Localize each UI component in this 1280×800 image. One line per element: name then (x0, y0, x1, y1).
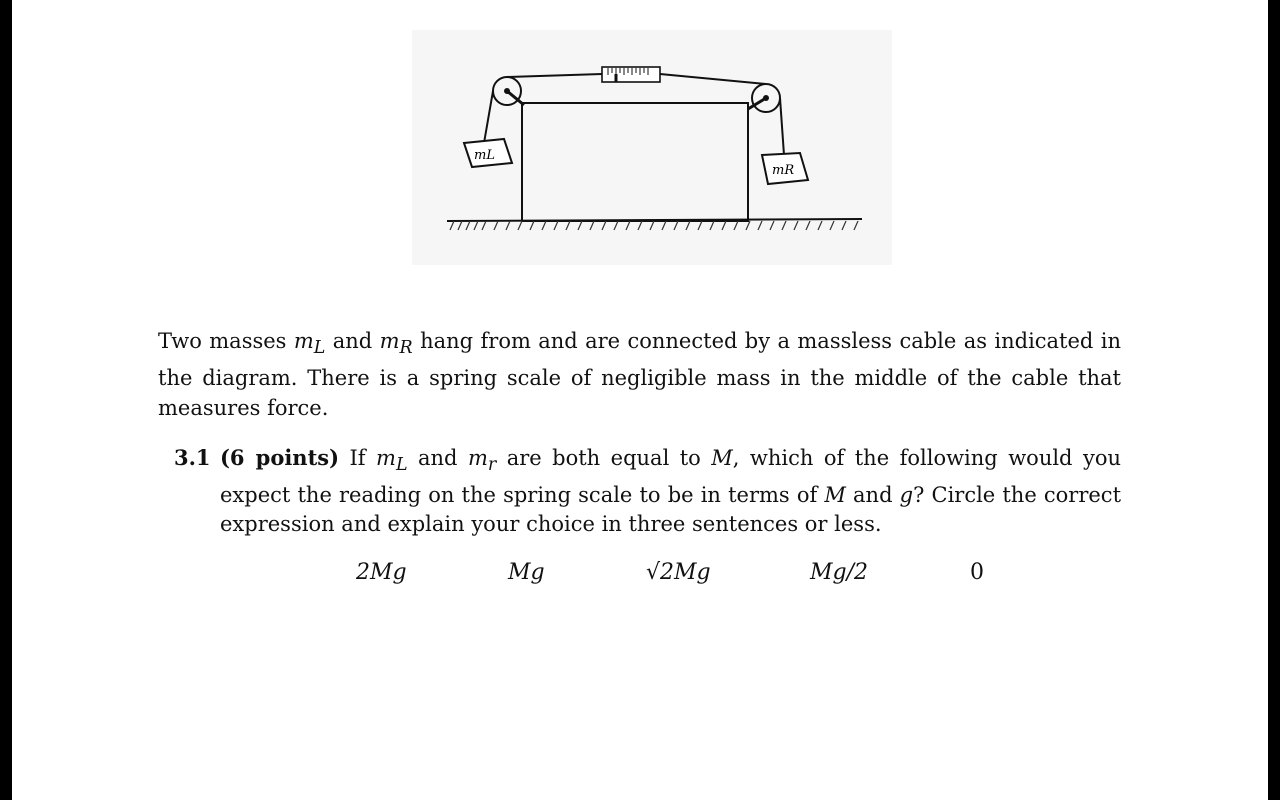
choice-mg-half[interactable]: Mg/2 (810, 560, 869, 585)
question-text: are both equal to (496, 446, 712, 470)
statement-text: Two masses (158, 329, 294, 353)
pulley-diagram (402, 25, 902, 270)
spring-scale (602, 67, 660, 82)
answer-choices (12, 560, 1268, 596)
subscript-l: L (313, 338, 326, 359)
symbol-m: m (376, 446, 396, 470)
choice-2mg[interactable]: 2Mg (356, 560, 407, 585)
choice-mg[interactable]: Mg (508, 560, 545, 585)
subscript-r: r (487, 455, 497, 476)
mass-left-label: mL (474, 148, 495, 163)
choice-root2-mg[interactable]: √2Mg (646, 560, 711, 585)
question-text: and (845, 482, 900, 507)
document-page (12, 0, 1268, 800)
statement-text: and (325, 329, 380, 353)
subscript-r: R (399, 338, 413, 359)
question-text: If (339, 446, 377, 470)
question-number: 3.1 (174, 445, 211, 470)
symbol-M: M (824, 482, 846, 507)
symbol-m: m (379, 329, 400, 353)
symbol-m: m (293, 329, 314, 353)
question-text: and (407, 446, 468, 470)
question-text: , which of the following would you expect the reading on the spring scale to be in terms of (220, 446, 1121, 507)
question-body (220, 443, 1121, 540)
question-points: (6 points) (220, 445, 340, 470)
problem-statement (158, 326, 1121, 423)
statement-text: hang from and are connected by a massless cable as indicated in the diagram. There is a spring scale of negligible mass in the middle of the cable that measures force. (158, 329, 1121, 421)
question-3-1 (174, 443, 1121, 540)
question-text: ? Circle the correct expression and explain your choice in three sentences or less. (220, 482, 1122, 537)
choice-zero[interactable]: 0 (970, 560, 984, 585)
symbol-m: m (467, 446, 488, 470)
subscript-l: L (395, 455, 408, 476)
mass-right-label: mR (772, 163, 795, 178)
symbol-M: M (711, 446, 733, 470)
symbol-g: g (899, 482, 914, 507)
